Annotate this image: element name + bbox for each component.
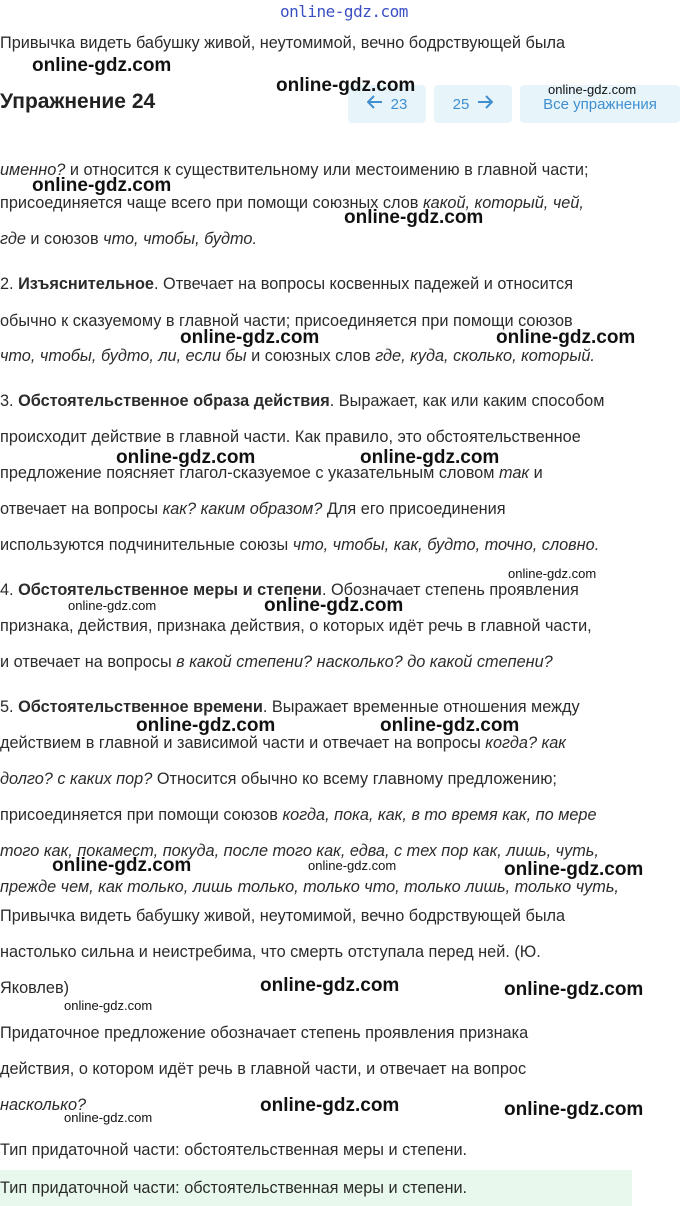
text-segment: Относится обычно ко всему главному предложению; (152, 770, 557, 788)
watermark: online-gdz.com (548, 82, 637, 97)
watermark: online-gdz.com (68, 598, 157, 613)
text-line (0, 273, 573, 295)
watermark: online-gdz.com (64, 1110, 153, 1125)
text-segment: используются подчинительные союзы (0, 536, 293, 554)
text-line (0, 498, 506, 520)
next-exercise-label: 25 (452, 95, 470, 113)
watermark: online-gdz.com (496, 327, 636, 348)
text-segment: и (529, 464, 543, 482)
text-line (0, 1022, 528, 1044)
watermark: online-gdz.com (116, 447, 256, 468)
text-segment: . Обозначает степень проявления (321, 581, 579, 599)
italic-text: когда, пока, как, в то время как, по мере (282, 806, 597, 824)
text-segment: 5. (0, 698, 19, 716)
text-segment: . Отвечает на вопросы косвенных падежей и относится (153, 275, 574, 293)
text-segment: действием в главной и зависимой части и отвечает на вопросы (0, 734, 486, 752)
italic-text: где (0, 230, 26, 248)
text-segment: Тип придаточной части: обстоятельственная меры и степени. (0, 1141, 468, 1159)
italic-text: именно? (0, 161, 66, 179)
page-title: Упражнение 24 (0, 90, 156, 113)
prev-exercise-label: 23 (390, 95, 408, 113)
watermark: online-gdz.com (360, 447, 500, 468)
text-segment: присоединяется чаще всего при помощи союзных слов (0, 194, 423, 212)
watermark: online-gdz.com (260, 975, 400, 996)
bold-term: Изъяснительное (18, 275, 154, 293)
italic-text: что, чтобы, как, будто, точно, словно. (292, 536, 600, 554)
text-segment: 4. (0, 581, 19, 599)
text-line (0, 426, 581, 448)
text-segment: Яковлев) (0, 979, 70, 997)
italic-text: какой, который, чей, (422, 194, 584, 212)
watermark: online-gdz.com (380, 715, 520, 736)
watermark: online-gdz.com (260, 1095, 400, 1116)
italic-text: что, чтобы, будто, ли, если бы (0, 347, 247, 365)
text-segment: Привычка видеть бабушку живой, неутомимой, вечно бодрствующей была (0, 907, 566, 925)
text-segment: 3. (0, 392, 19, 410)
text-segment: обычно к сказуемому в главной части; присоединяется при помощи союзов (0, 312, 573, 330)
text-line (0, 651, 553, 673)
watermark: online-gdz.com (264, 595, 404, 616)
text-segment: присоединяется при помощи союзов (0, 806, 283, 824)
watermark: online-gdz.com (504, 1099, 644, 1120)
italic-text: прежде чем, как только, лишь только, только что, только лишь, только чуть, (0, 878, 619, 896)
text-segment: . Выражает, как или каким способом (329, 392, 605, 410)
watermark: online-gdz.com (504, 859, 644, 880)
watermark: online-gdz.com (276, 75, 416, 96)
text-segment: отвечает на вопросы (0, 500, 163, 518)
watermark: online-gdz.com (504, 979, 644, 1000)
watermark: online-gdz.com (136, 715, 276, 736)
text-segment: признака, действия, признака действия, о которых идёт речь в главной части, (0, 617, 592, 635)
italic-text: в какой степени? насколько? до какой степени? (176, 653, 553, 671)
bold-term: Обстоятельственное времени (18, 698, 263, 716)
italic-text: того как, покамест, покуда, после того как, едва, с тех пор как, лишь, чуть, (0, 842, 599, 860)
text-segment: 2. (0, 275, 19, 293)
italic-text: насколько? (0, 1096, 87, 1114)
text-line (0, 977, 69, 999)
bold-term: Обстоятельственное образа действия (18, 392, 330, 410)
italic-text: так (498, 464, 530, 482)
arrow-right-icon (477, 95, 493, 113)
text-segment: и отвечает на вопросы (0, 653, 177, 671)
text-segment: настолько сильна и неистребима, что смерть отступала перед ней. (Ю. (0, 943, 541, 961)
text-line (0, 1139, 467, 1161)
answer-box (0, 1170, 632, 1206)
watermark: online-gdz.com (32, 55, 172, 76)
text-line (0, 390, 604, 412)
text-segment: происходит действие в главной части. Как правило, это обстоятельственное (0, 428, 581, 446)
text-line (0, 905, 565, 927)
watermark: online-gdz.com (52, 855, 192, 876)
text-segment: действия, о котором идёт речь в главной части, и отвечает на вопрос (0, 1060, 527, 1078)
answer-text: Тип придаточной части: обстоятельственная меры и степени. (0, 1179, 468, 1197)
text-segment: и союзов (25, 230, 104, 248)
text-segment: . Выражает временные отношения между (262, 698, 580, 716)
text-segment: и относится к существительному или местоимению в главной части; (65, 161, 589, 179)
text-line (0, 534, 599, 556)
watermark: online-gdz.com (32, 175, 172, 196)
text-segment: Для его присоединения (322, 500, 506, 518)
italic-text: что, чтобы, будто. (103, 230, 258, 248)
all-exercises-label: Все упражнения (543, 95, 657, 113)
arrow-left-icon (367, 95, 383, 113)
italic-text: долго? с каких пор? (0, 770, 153, 788)
bold-term: Обстоятельственное меры и степени (18, 581, 322, 599)
text-line (0, 1058, 526, 1080)
watermark: online-gdz.com (344, 207, 484, 228)
watermark: online-gdz.com (508, 566, 597, 581)
text-line (0, 804, 597, 826)
text-segment: и союзных слов (246, 347, 376, 365)
text-line (0, 615, 592, 637)
top-text-line: Привычка видеть бабушку живой, неутомимой, вечно бодрствующей была (0, 34, 566, 52)
watermark: online-gdz.com (64, 998, 153, 1013)
text-line (0, 228, 257, 250)
italic-text: где, куда, сколько, который. (375, 347, 595, 365)
next-exercise-button[interactable] (434, 85, 512, 123)
text-segment: Придаточное предложение обозначает степень проявления признака (0, 1024, 529, 1042)
text-segment: предложение поясняет глагол-сказуемое с указательным словом (0, 464, 499, 482)
italic-text: как? каким образом? (162, 500, 323, 518)
watermark: online-gdz.com (180, 327, 320, 348)
text-line (0, 768, 557, 790)
italic-text: когда? как (485, 734, 566, 752)
top-watermark: online-gdz.com (280, 2, 408, 21)
text-line (0, 941, 541, 963)
watermark: online-gdz.com (308, 858, 397, 873)
